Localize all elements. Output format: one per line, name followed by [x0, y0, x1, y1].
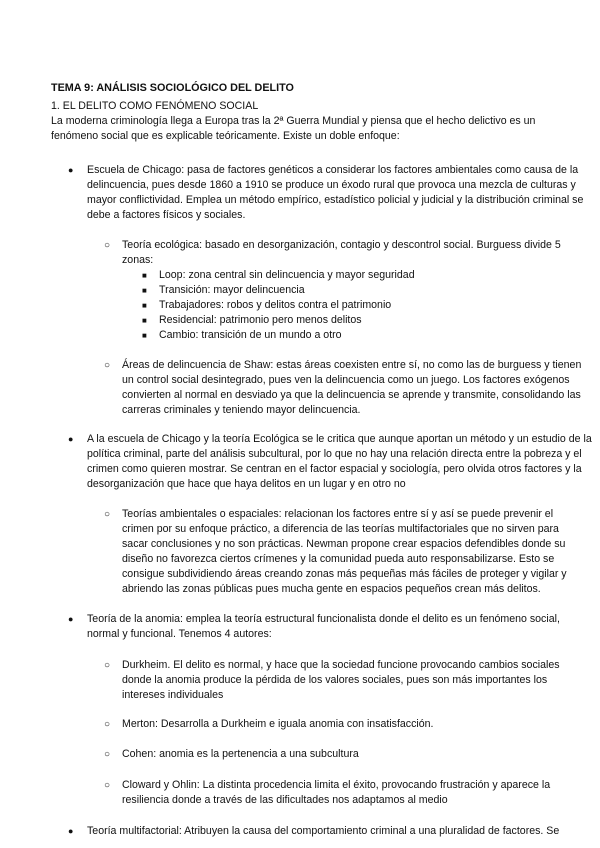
multifactorial-text: Teoría multifactorial: Atribuyen la causa del comportamiento criminal a una pluralidad de factores. Se [87, 825, 560, 837]
document-title: TEMA 9: ANÁLISIS SOCIOLÓGICO DEL DELITO [51, 82, 294, 94]
list-item [104, 658, 587, 703]
list-item [142, 298, 459, 313]
anomia-text: Teoría de la anomia: emplea la teoría estructural funcionalista donde el delito es un fenómeno social, normal y funcional. Tenemos 4 autores: [87, 613, 560, 640]
list-item [68, 612, 592, 642]
bullet-circle-icon: ○ [104, 749, 111, 760]
bullet-square-icon: ■ [142, 331, 147, 340]
zona-text: Cambio: transición de un mundo a otro [159, 329, 342, 341]
bullet-dot-icon: ● [68, 434, 74, 444]
bullet-square-icon: ■ [142, 316, 147, 325]
list-item [104, 358, 587, 418]
zona-text: Residencial: patrimonio pero menos delitos [159, 314, 362, 326]
zona-text: Loop: zona central sin delincuencia y mayor seguridad [159, 269, 415, 281]
list-item [142, 283, 459, 298]
list-item [104, 778, 587, 808]
bullet-circle-icon: ○ [104, 660, 111, 671]
list-item [142, 268, 459, 283]
list-item [104, 238, 587, 268]
list-item [68, 163, 592, 223]
shaw-text: Áreas de delincuencia de Shaw: estas áreas coexisten entre sí, no como las de burguess y tienen un control social desintegrado, pues ven la delincuencia como un juego. Los factores exógenos convierten al normal en desviado ya que la delincuencia se aprende y transmite, consolidando las carreras criminales y teniendo mayor delincuencia. [122, 359, 582, 416]
section-heading: 1. EL DELITO COMO FENÓMENO SOCIAL [51, 100, 259, 112]
list-item [68, 432, 592, 492]
list-item [104, 717, 587, 732]
list-item [104, 507, 587, 597]
list-item [142, 328, 459, 343]
cloward-text: Cloward y Ohlin: La distinta procedencia limita el éxito, provocando frustración y aparece la resiliencia donde a través de las dificultades nos adaptamos al medio [122, 779, 551, 806]
bullet-circle-icon: ○ [104, 360, 111, 371]
bullet-square-icon: ■ [142, 286, 147, 295]
bullet-circle-icon: ○ [104, 509, 111, 520]
bullet-circle-icon: ○ [104, 780, 111, 791]
critica-text: A la escuela de Chicago y la teoría Ecológica se le critica que aunque aportan un método y un estudio de la política criminal, parte del análisis subcultural, por lo que no hay una relación directa entre la pobreza y el crimen como quieren mostrar. Se centran en el factor espacial y sociología, pero olvida otros factores y la desorganización que hace que haya delitos en un lugar y en otro no [87, 433, 592, 490]
cohen-text: Cohen: anomia es la pertenencia a una subcultura [122, 748, 359, 760]
ambientales-text: Teorías ambientales o espaciales: relacionan los factores entre sí y así se puede prevenir el crimen por su enfoque práctico, a diferencia de las teorías multifactoriales que no sirven para sacar conclusiones y no son prácticas. Newman propone crear espacios defendibles donde su diseño no favorezca ciertos crímenes y la comunidad pueda auto responsabilizarse. Esto se consigue subdividiendo áreas creando zonas más pequeñas más fáciles de proteger y vigilar y abriendo las zonas públicas pues mucha gente en espacios pequeños crean más delitos. [122, 508, 567, 595]
ecologica-text: Teoría ecológica: basado en desorganización, contagio y descontrol social. Burguess divide 5 zonas: [122, 239, 561, 266]
list-item [68, 824, 592, 839]
zona-text: Transición: mayor delincuencia [159, 284, 305, 296]
bullet-dot-icon: ● [68, 614, 74, 624]
chicago-text: Escuela de Chicago: pasa de factores genéticos a considerar los factores ambientales como causa de la delincuencia, pues desde 1860 a 1910 se produce un éxodo rural que provoca una mezcla de culturas y mayor conflictividad. Emplea un método empírico, estadístico policial y judicial y la distribución criminal se debe a factores físicos y sociales. [87, 164, 584, 221]
bullet-dot-icon: ● [68, 826, 74, 836]
bullet-dot-icon: ● [68, 165, 74, 175]
merton-text: Merton: Desarrolla a Durkheim e iguala anomia con insatisfacción. [122, 718, 434, 730]
bullet-square-icon: ■ [142, 271, 147, 280]
intro-paragraph: La moderna criminología llega a Europa tras la 2ª Guerra Mundial y piensa que el hecho delictivo es un fenómeno social que es explicable teóricamente. Existe un doble enfoque: [51, 115, 536, 142]
durkheim-text: Durkheim. El delito es normal, y hace que la sociedad funcione provocando cambios sociales donde la anomia produce la pérdida de los valores sociales, pues son más importantes los intereses individuales [122, 659, 560, 701]
list-item [104, 747, 587, 762]
bullet-circle-icon: ○ [104, 719, 111, 730]
bullet-circle-icon: ○ [104, 240, 111, 251]
bullet-square-icon: ■ [142, 301, 147, 310]
zona-text: Trabajadores: robos y delitos contra el patrimonio [159, 299, 392, 311]
list-item [142, 313, 459, 328]
